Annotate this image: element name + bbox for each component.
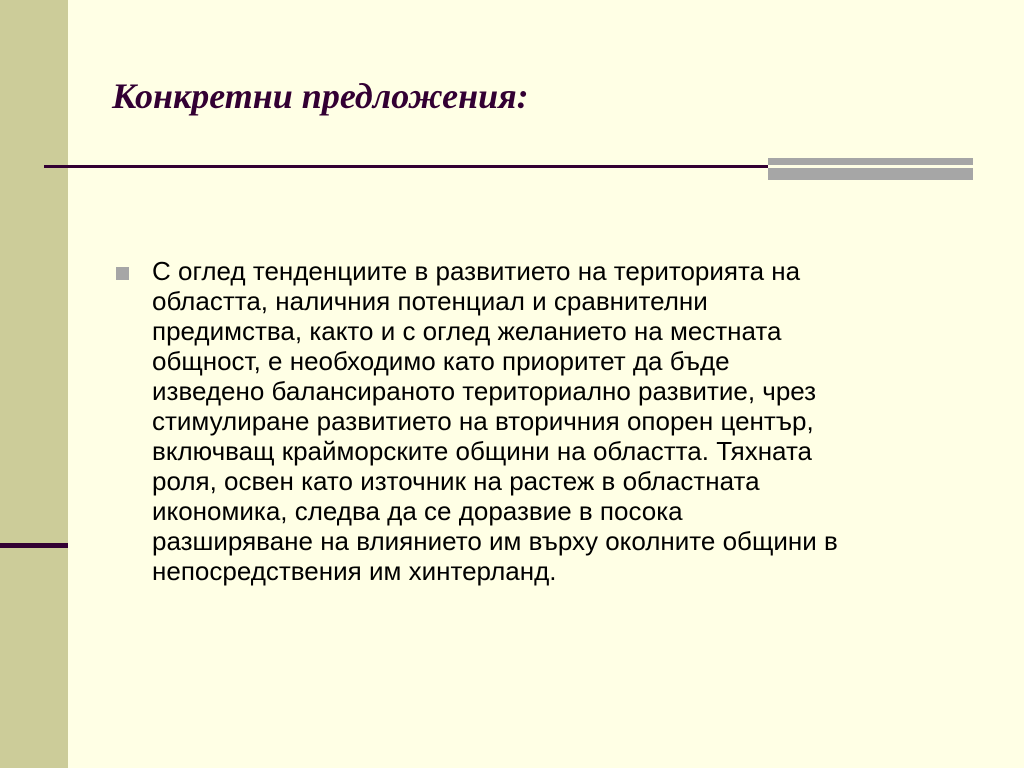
bullet-item bbox=[112, 256, 992, 586]
side-bar-rule bbox=[0, 543, 68, 548]
side-bar bbox=[0, 0, 68, 768]
square-bullet-icon bbox=[116, 267, 129, 280]
title-accent-bars bbox=[768, 158, 973, 180]
bullet-text: С оглед тенденциите в развитието на територията на областта, наличния потенциал и сравнителни предимства, както и с оглед желанието на местната общност, е необходимо като приоритет да бъде изведено балансираното териториално развитие, чрез стимулиране развитието на вторичния опорен център, включващ крайморските общини на областта. Тяхната роля, освен като източник на растеж в областната икономика, следва да се доразвие в посока разширяване на влиянието им върху околните общини в непосредствения им хинтерланд. bbox=[152, 256, 838, 586]
slide-title: Конкретни предложения: bbox=[112, 76, 529, 116]
slide-content bbox=[112, 256, 992, 586]
